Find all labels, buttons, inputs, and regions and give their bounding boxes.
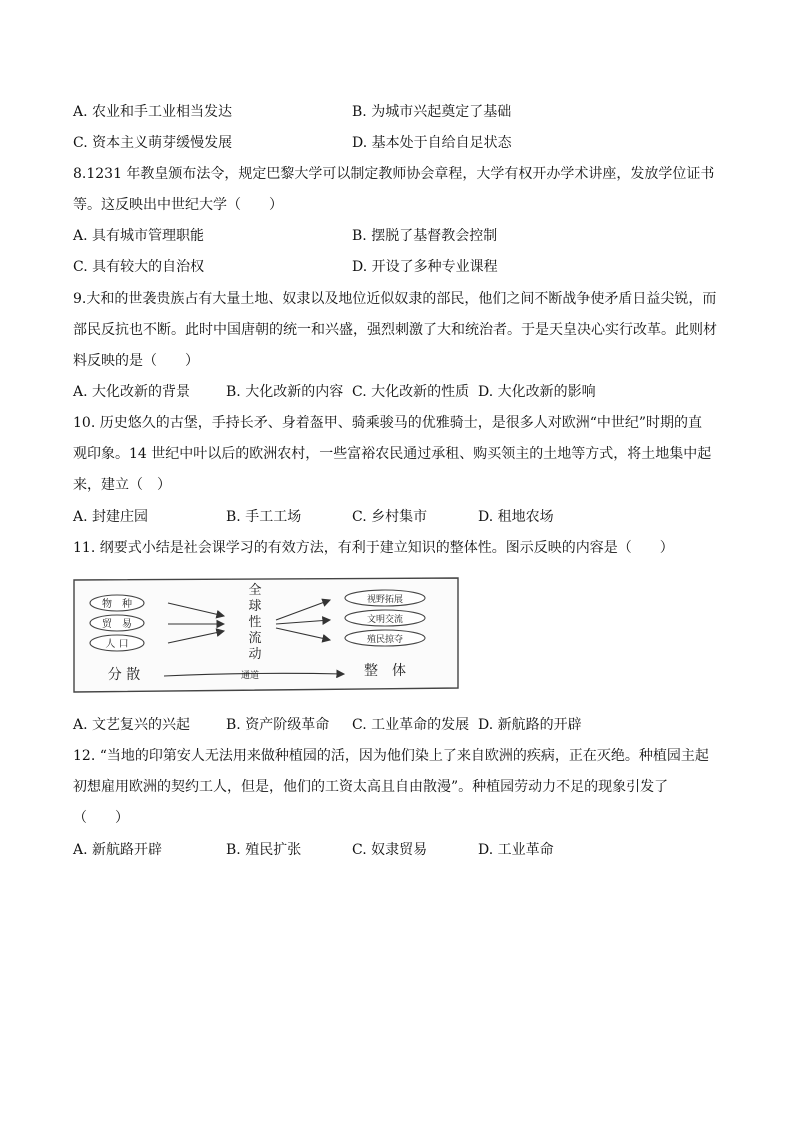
oval-exchange-label: 文明交流 <box>366 615 404 625</box>
oval-trade-label: 贸 易 <box>102 619 132 630</box>
q10-stem-line-3: 来，建立（ ） <box>73 477 171 493</box>
q10-option-d[interactable]: D. 租地农场 <box>478 509 554 525</box>
q9-stem-line-1: 9.大和的世袭贵族占有大量土地、奴隶以及地位近似奴隶的部民，他们之间不断战争使矛盾日益尖锐，而 <box>73 291 717 307</box>
oval-plunder-label: 殖民掠夺 <box>366 635 404 645</box>
q8-stem-line-1: 8.1231 年教皇颁布法令，规定巴黎大学可以制定教师协会章程，大学有权开办学术讲座，发放学位证书 <box>73 166 715 182</box>
q12-stem-line-1: 12. “当地的印第安人无法用来做种植园的活，因为他们染上了来自欧洲的疾病，正在灭绝。种植园主起 <box>73 748 709 764</box>
oval-horizon-label: 视野拓展 <box>366 595 404 605</box>
q8-option-a[interactable]: A. 具有城市管理职能 <box>73 228 205 244</box>
q8-stem-line-2: 等。这反映出中世纪大学（ ） <box>73 197 283 213</box>
center-char-3: 性 <box>248 615 262 630</box>
q9-option-c[interactable]: C. 大化改新的性质 <box>352 384 470 400</box>
q12-option-c[interactable]: C. 奴隶贸易 <box>352 842 428 858</box>
q8-option-b[interactable]: B. 摆脱了基督教会控制 <box>352 228 498 244</box>
q11-option-c[interactable]: C. 工业革命的发展 <box>352 717 470 733</box>
q7-option-d[interactable]: D. 基本处于自给自足状态 <box>352 135 512 151</box>
label-whole: 整 体 <box>364 663 406 679</box>
q9-option-b[interactable]: B. 大化改新的内容 <box>226 384 344 400</box>
q11-stem-line-1: 11. 纲要式小结是社会课学习的有效方法，有利于建立知识的整体性。图示反映的内容是（ ） <box>73 540 674 556</box>
q12-option-d[interactable]: D. 工业革命 <box>478 842 554 858</box>
q9-option-d[interactable]: D. 大化改新的影响 <box>478 384 596 400</box>
q9-option-a[interactable]: A. 大化改新的背景 <box>73 384 191 400</box>
oval-population-label: 人 口 <box>105 639 129 650</box>
q12-stem-line-3: （ ） <box>73 810 129 826</box>
q10-stem-line-1: 10. 历史悠久的古堡，手持长矛、身着盔甲、骑乘骏马的优雅骑士，是很多人对欧洲“中世纪”时期的直 <box>73 415 703 431</box>
q7-option-b[interactable]: B. 为城市兴起奠定了基础 <box>352 104 512 120</box>
center-char-5: 动 <box>248 647 262 662</box>
center-char-4: 流 <box>248 631 262 646</box>
center-char-1: 全 <box>248 583 262 598</box>
oval-species-label: 物 种 <box>102 599 132 610</box>
q11-option-d[interactable]: D. 新航路的开辟 <box>478 717 582 733</box>
q12-option-a[interactable]: A. 新航路开辟 <box>73 842 163 858</box>
q10-option-c[interactable]: C. 乡村集市 <box>352 509 428 525</box>
q10-stem-line-2: 观印象。14 世纪中叶以后的欧洲农村，一些富裕农民通过承租、购买领主的土地等方式，将土地集中起 <box>73 446 712 462</box>
q11-option-a[interactable]: A. 文艺复兴的兴起 <box>73 717 191 733</box>
q10-option-a[interactable]: A. 封建庄园 <box>73 509 149 525</box>
q7-option-c[interactable]: C. 资本主义萌芽缓慢发展 <box>73 135 233 151</box>
q8-option-d[interactable]: D. 开设了多种专业课程 <box>352 259 498 275</box>
label-channel: 通道 <box>240 671 260 681</box>
q8-option-c[interactable]: C. 具有较大的自治权 <box>73 259 205 275</box>
center-char-2: 球 <box>248 599 262 614</box>
q11-option-b[interactable]: B. 资产阶级革命 <box>226 717 330 733</box>
q12-stem-line-2: 初想雇用欧洲的契约工人，但是，他们的工资太高且自由散漫”。种植园劳动力不足的现象引发了 <box>73 779 669 795</box>
q12-option-b[interactable]: B. 殖民扩张 <box>226 842 302 858</box>
q9-stem-line-2: 部民反抗也不断。此时中国唐朝的统一和兴盛，强烈刺激了大和统治者。于是天皇决心实行改革。此则材 <box>73 322 717 338</box>
q10-option-b[interactable]: B. 手工工场 <box>226 509 302 525</box>
q11-concept-diagram <box>72 576 460 694</box>
q9-stem-line-3: 料反映的是（ ） <box>73 353 199 369</box>
label-dispersed: 分 散 <box>107 667 141 683</box>
q7-option-a[interactable]: A. 农业和手工业相当发达 <box>73 104 233 120</box>
